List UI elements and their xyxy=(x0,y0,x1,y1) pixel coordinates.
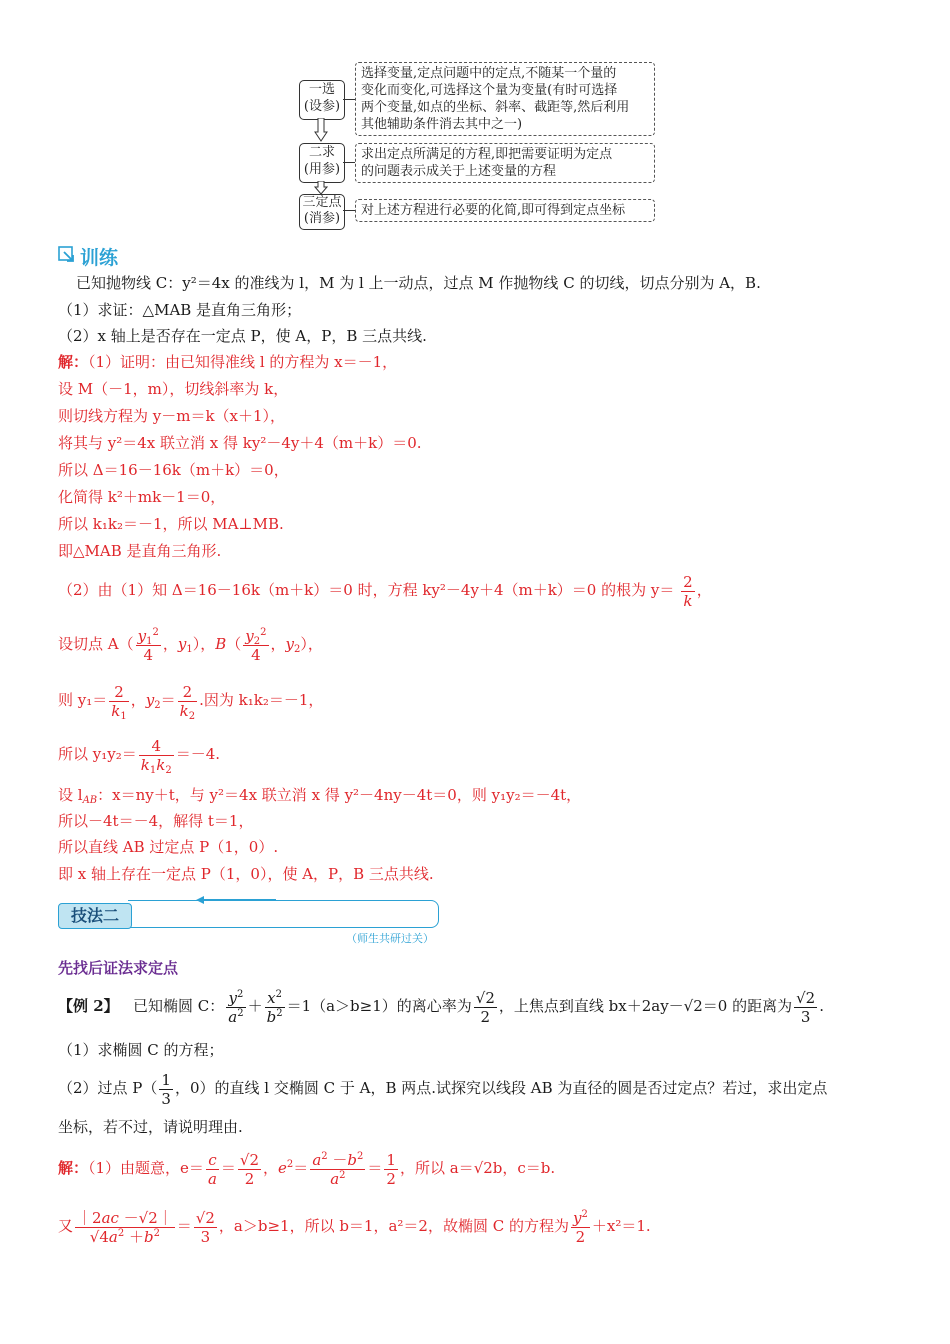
example2-statement: 【例 2】 已知椭圆 C： $\frac{y^2}{a^2}$ ＋ $\frac{x^2}{b^2}$ ＝1（a＞b≥1）的离心率为 $\frac{√2}{2}$ ，上焦点到直线 bx＋2ay－√2＝0 的距离为 $\frac{√2}{3}$ . xyxy=(58,988,824,1026)
fraction-2-over-k: $\frac{2}{k}$ xyxy=(683,572,693,610)
solution-line: 所以 k₁k₂＝－1，所以 MA⊥MB. xyxy=(58,515,284,533)
flow-step3-box xyxy=(299,194,345,230)
down-arrow-icon xyxy=(314,181,328,195)
flow-step1-desc-line: 其他辅助条件消去其中之一) xyxy=(361,117,523,132)
solution2-line-g: 所以直线 AB 过定点 P（1，0）. xyxy=(58,838,279,856)
flow-step2-title: 二求 xyxy=(308,145,335,160)
flow-step2-desc-line: 的问题表示成关于上述变量的方程 xyxy=(361,164,557,179)
example2-q2 xyxy=(58,1066,827,1110)
solution-text: ：x＝ny＋t，与 y²＝4x 联立消 x 得 y²－4ny－4t＝0，则 y₁y₂＝－4t， xyxy=(97,786,582,804)
training-problem: 已知抛物线 C：y²＝4x 的准线为 l，M 为 l 上一动点，过点 M 作抛物线 C 的切线，切点分别为 A，B. xyxy=(76,274,761,292)
solution2-line-c: 则 y₁＝ $\frac{2}{k_1}$ ，$y_2=$ $\frac{2}{k_2}$ .因为 k₁k₂＝－1， xyxy=(58,682,324,722)
solution-text: ＝－4. xyxy=(175,745,220,763)
flow-step1-title: 一选 xyxy=(308,82,335,97)
example-text: ，上焦点到直线 bx＋2ay－ xyxy=(498,997,684,1015)
flow-step3-desc-line: 对上述方程进行必要的化简,即可得到定点坐标 xyxy=(361,203,626,218)
solution-text: b，c＝b. xyxy=(492,1159,556,1177)
example-text: 已知椭圆 C： xyxy=(132,997,225,1015)
solution2-line-d xyxy=(58,732,220,776)
flow-connector-2 xyxy=(343,162,355,163)
fraction-2-over-k2: $\frac{2}{k_2}$ xyxy=(179,682,196,722)
solution-text: 因为 k₁k₂＝－1， xyxy=(203,691,324,709)
solution-label: 解： xyxy=(58,353,89,371)
solution2-line-e: 设 $l_{AB}$：x＝ny＋t，与 y²＝4x 联立消 x 得 y²－4ny－4t＝0，则 y₁y₂＝－4t， xyxy=(58,786,582,806)
fraction-x2-over-b2: $\frac{x^2}{b^2}$ xyxy=(266,988,283,1026)
solution-line xyxy=(58,352,397,372)
example-text: ＝0 的距离为 xyxy=(702,997,793,1015)
example2-solution-2: 又 $\frac{|2ac -√2|}{√4a^2 +b^2}$ ＝ $\frac{√2}{3}$ ，a＞b≥1，所以 b＝1，a²＝2，故椭圆 C 的方程为 $\frac{y^2}{2}$ ＋x²＝1. xyxy=(58,1208,651,1246)
solution-text: 所以 y₁y₂＝ xyxy=(58,745,137,763)
example-text: （2）过点 P（ xyxy=(58,1079,158,1097)
flow-step1-desc-line: 变化而变化,可选择这个量为变量(有时可选择 xyxy=(361,83,618,98)
fraction-sqrt2-over-3: $\frac{√2}{3}$ xyxy=(796,988,816,1026)
training-header: 训练 xyxy=(80,247,119,269)
training-q2: （2）x 轴上是否存在一定点 P，使 A，P，B 三点共线. xyxy=(58,327,427,345)
solution-text: 则 y₁＝ xyxy=(58,691,108,709)
solution-text: ，所以 a＝ xyxy=(399,1159,474,1177)
fraction-sqrt2-over-2: $\frac{√2}{2}$ xyxy=(239,1150,260,1188)
fraction-c-over-a: $\frac{c}{a}$ xyxy=(207,1150,217,1188)
solution-text: （1）证明：由已知得准线 l 的方程为 x＝－1， xyxy=(88,353,398,371)
section-title: 先找后证法求定点 xyxy=(58,959,179,977)
solution-text: （1）由题意，e＝ xyxy=(88,1159,204,1177)
fraction-y2-over-a2: $\frac{y^2}{a^2}$ xyxy=(228,988,244,1026)
flow-step3-sub: (消参) xyxy=(303,211,341,226)
fraction-a2-minus-b2-over-a2: $\frac{a^2 -b^2}{a^2}$ xyxy=(312,1150,364,1188)
solution2-line-h: 即 x 轴上存在一定点 P（1，0），使 A，P，B 三点共线. xyxy=(58,865,434,883)
solution-line: 化简得 k²＋mk－1＝0， xyxy=(58,488,226,506)
training-icon xyxy=(58,246,75,263)
solution-label: 解： xyxy=(58,1159,89,1177)
section-tag: 技法二 xyxy=(58,903,132,929)
solution-text: ＋x²＝1. xyxy=(591,1217,651,1235)
fraction-y2-over-2: $\frac{y^2}{2}$ xyxy=(573,1208,588,1246)
example-text: ，0）的直线 l 交椭圆 C 于 A，B 两点.试探究以线段 AB 为直径的圆是否过定点？若过，求出定点 xyxy=(174,1079,828,1097)
down-arrow-icon xyxy=(314,118,328,142)
solution-text: ，a＞b≥1，所以 b＝1，a²＝2，故椭圆 C 的方程为 xyxy=(218,1217,569,1235)
flow-step1-sub: (设参) xyxy=(303,99,341,114)
solution-text: 设切点 A（ xyxy=(58,635,134,653)
flow-step1-desc-line: 两个变量,如点的坐标、斜率、截距等,然后利用 xyxy=(361,100,630,115)
flow-step2-sub: (用参) xyxy=(303,162,341,177)
solution-text: 设 l xyxy=(58,786,83,804)
example-label: 【例 2】 xyxy=(58,997,119,1015)
fraction-sqrt2-over-2: $\frac{√2}{2}$ xyxy=(475,988,495,1026)
section-subtitle: （师生共研过关） xyxy=(346,932,434,945)
flow-connector-1 xyxy=(343,99,355,100)
flow-step2-desc-line: 求出定点所满足的方程,即把需要证明为定点 xyxy=(361,147,613,162)
solution-text: （2）由（1）知 Δ＝16－16k（m＋k）＝0 时，方程 ky²－4y＋4（m＋k）＝0 的根为 y＝ xyxy=(58,581,675,599)
training-q1: （1）求证：△MAB 是直角三角形； xyxy=(58,301,302,319)
solution-line: 将其与 y²＝4x 联立消 x 得 ky²－4y＋4（m＋k）＝0. xyxy=(58,434,422,452)
flow-step2-desc xyxy=(355,143,655,183)
fraction-sqrt2-over-3: $\frac{√2}{3}$ xyxy=(195,1208,215,1246)
solution-line: 则切线方程为 y－m＝k（x＋1）， xyxy=(58,407,286,425)
flow-step3-title: 三定点 xyxy=(302,195,342,210)
solution2-line-a: （2）由（1）知 Δ＝16－16k（m＋k）＝0 时，方程 ky²－4y＋4（m＋k）＝0 的根为 y＝ $\frac{2}{k}$ ， xyxy=(58,572,712,610)
solution-line: 设 M（－1，m），切线斜率为 k， xyxy=(58,380,289,398)
solution-text: 又 xyxy=(58,1217,74,1235)
solution-line: 即△MAB 是直角三角形. xyxy=(58,542,222,560)
section-bar xyxy=(128,900,439,928)
example2-q1: （1）求椭圆 C 的方程； xyxy=(58,1041,224,1059)
solution2-line-b: 设切点 A（ $\frac{y_1^2}{4}$ ，$y_1$），B（ $\frac{y_2^2}{4}$ ，$y_2$）， xyxy=(58,626,323,664)
flow-step3-desc xyxy=(355,199,655,222)
flow-step1-desc-line: 选择变量,定点问题中的定点,不随某一个量的 xyxy=(361,66,617,81)
flow-step2-box xyxy=(299,143,345,183)
example2-q2-cont: 坐标，若不过，请说明理由. xyxy=(58,1118,243,1136)
fraction-y1sq-over-4: $\frac{y_1^2}{4}$ xyxy=(137,626,159,664)
fraction-4-over-k1k2: $\frac{4}{k_1k_2}$ xyxy=(140,736,172,776)
solution2-line-f: 所以－4t＝－4，解得 t＝1， xyxy=(58,812,254,830)
fraction-2-over-k1: $\frac{2}{k_1}$ xyxy=(111,682,127,722)
solution-line: 所以 Δ＝16－16k（m＋k）＝0， xyxy=(58,461,289,479)
arrow-left-icon xyxy=(196,896,276,904)
flow-step1-desc xyxy=(355,62,655,136)
example-text: ＝1（a＞b≥1）的离心率为 xyxy=(286,997,472,1015)
example2-solution-1: 解：（1）由题意，e＝ $\frac{c}{a}$ ＝ $\frac{√2}{2}$ ，$e^2=$ $\frac{a^2 -b^2}{a^2}$ ＝ $\frac{1}{2}$ ，所以 a＝√2b，c＝b. xyxy=(58,1150,556,1188)
flow-connector-3 xyxy=(343,210,355,211)
fraction-distance: $\frac{|2ac -√2|}{√4a^2 +b^2}$ xyxy=(77,1208,173,1246)
fraction-1-over-3: $\frac{1}{3}$ xyxy=(161,1070,171,1108)
fraction-1-over-2: $\frac{1}{2}$ xyxy=(386,1150,396,1188)
fraction-y2sq-over-4: $\frac{y_2^2}{4}$ xyxy=(245,626,267,664)
flow-step1-box xyxy=(299,80,345,120)
